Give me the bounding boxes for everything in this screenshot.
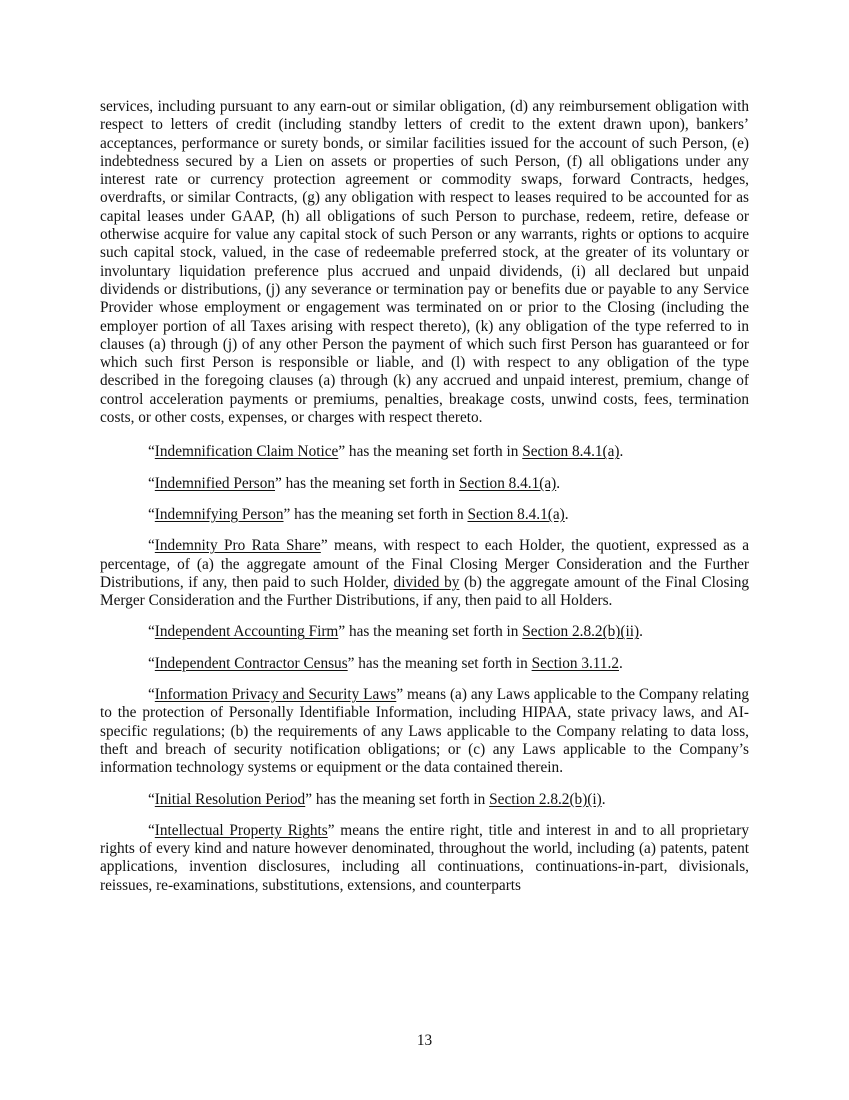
definition-text: ” has the meaning set forth in — [283, 505, 468, 523]
definition-text: ” has the meaning set forth in — [338, 443, 523, 461]
definition-text: ” means the entire right, title and interest in and to all proprietary rights of every kind and nature however denominated, throughout the world, including (a) patents, patent applications, invention disclosures, including all continuations, continuations-in-part, divisionals, reissues, re-examinations, substitutions, extensions, and counterparts — [100, 821, 749, 894]
definition-indemnification-claim-notice: “Indemnification Claim Notice” has the meaning set forth in Section 8.4.1(a). — [148, 443, 624, 461]
defined-term: Independent Contractor Census — [154, 654, 348, 672]
definition-text: ” has the meaning set forth in — [347, 654, 532, 672]
definition-indemnified-person: “Indemnified Person” has the meaning set forth in Section 8.4.1(a). — [148, 474, 561, 492]
definition-independent-accounting-firm: “Independent Accounting Firm” has the meaning set forth in Section 2.8.2(b)(ii). — [148, 623, 643, 641]
definition-intellectual-property-rights: “Intellectual Property Rights” means the entire right, title and interest in and to all proprietary rights of every kind and nature however denominated, throughout the world, including (a) patents, patent applications, invention disclosures, including all continuations, continuations-in-part, divisionals, reissues, re-examinations, substitutions, extensions, and counterparts — [100, 821, 749, 894]
definition-text: ” has the meaning set forth in — [338, 623, 523, 641]
definition-independent-contractor-census: “Independent Contractor Census” has the meaning set forth in Section 3.11.2. — [148, 654, 623, 672]
definition-initial-resolution-period: “Initial Resolution Period” has the meaning set forth in Section 2.8.2(b)(i). — [148, 790, 606, 808]
defined-term: Information Privacy and Security Laws — [154, 686, 397, 704]
defined-term: Indemnification Claim Notice — [154, 443, 339, 461]
definition-indemnifying-person: “Indemnifying Person” has the meaning set forth in Section 8.4.1(a). — [148, 505, 569, 523]
section-reference: Section 2.8.2(b)(ii) — [522, 623, 640, 641]
defined-term: Independent Accounting Firm — [154, 623, 339, 641]
defined-term: Indemnified Person — [154, 474, 276, 492]
definition-information-privacy-and-security-laws: “Information Privacy and Security Laws” means (a) any Laws applicable to the Company relating to the protection of Personally Identifiable Information, including HIPAA, state privacy laws, and AI-specific regulations; (b) the requirements of any Laws applicable to the Company relating to data loss, theft and breach of security notification obligations; or (c) any Laws applicable to the Company’s information technology systems or equipment or the data contained therein. — [100, 686, 749, 777]
definition-text: ” has the meaning set forth in — [275, 474, 459, 492]
defined-term: Initial Resolution Period — [154, 790, 306, 808]
defined-term: Indemnifying Person — [154, 505, 284, 523]
emphasis-divided-by: divided by — [393, 573, 460, 591]
continuation-paragraph: services, including pursuant to any earn-out or similar obligation, (d) any reimbursement obligation with respect to letters of credit (including standby letters of credit to the extent drawn upon), bankers’ acceptances, performance or surety bonds, or similar facilities issued for the account of such Person, (e) indebtedness secured by a Lien on assets or properties of such Person, (f) all obligations under any interest rate or currency protection agreement or commodity swaps, forward Contracts, hedges, overdrafts, or similar Contracts, (g) any obligation with respect to leases required to be accounted for as capital leases under GAAP, (h) all obligations of such Person to purchase, redeem, retire, defease or otherwise acquire for value any capital stock of such Person or any warrants, rights or options to acquire such capital stock, valued, in the case of redeemable preferred stock, at the greater of its voluntary or involuntary liquidation preference plus accrued and unpaid dividends, (i) all declared but unpaid dividends or distributions, (j) any severance or termination pay or benefits due or payable to any Service Provider whose employment or engagement was terminated on or prior to the Closing (including the employer portion of all Taxes arising with respect thereto), (k) any obligation of the type referred to in clauses (a) through (j) of any other Person the payment of which such first Person has guaranteed or for which such first Person is responsible or liable, and (l) with respect to any obligation of the type described in the foregoing clauses (a) through (k) any accrued and unpaid interest, premium, change of control acceleration payments or premiums, penalties, breakage costs, unwind costs, fees, termination costs, or other costs, expenses, or charges with respect thereto. — [100, 98, 749, 427]
definition-text: ” has the meaning set forth in — [305, 790, 490, 808]
defined-term: Intellectual Property Rights — [154, 821, 328, 839]
page-number: 13 — [416, 1032, 433, 1049]
section-reference: Section 8.4.1(a) — [467, 505, 565, 523]
definition-indemnity-pro-rata-share: “Indemnity Pro Rata Share” means, with respect to each Holder, the quotient, expressed as a percentage, of (a) the aggregate amount of the Final Closing Merger Consideration and the Further Distributions, if any, then paid to such Holder, divided by (b) the aggregate amount of the Final Closing Merger Consideration and the Further Distributions, if any, then paid to all Holders. — [100, 537, 749, 610]
definition-text: ” means, with respect to each Holder, the quotient, expressed as a percentage, of (a) the aggregate amount of the Final Closing Merger Consideration and the Further Distributions, if any, then paid to such Holder, — [100, 537, 749, 591]
page-body — [100, 98, 749, 908]
section-reference: Section 3.11.2 — [531, 654, 619, 672]
definition-text: ” means (a) any Laws applicable to the Company relating to the protection of Personally Identifiable Information, including HIPAA, state privacy laws, and AI-specific regulations; (b) the requirements of any Laws applicable to the Company relating to data loss, theft and breach of security notification obligations; or (c) any Laws applicable to the Company’s information technology systems or equipment or the data contained therein. — [100, 686, 749, 777]
defined-term: Indemnity Pro Rata Share — [154, 537, 321, 555]
section-reference: Section 8.4.1(a) — [458, 474, 557, 492]
section-reference: Section 2.8.2(b)(i) — [489, 790, 602, 808]
section-reference: Section 8.4.1(a) — [522, 443, 620, 461]
